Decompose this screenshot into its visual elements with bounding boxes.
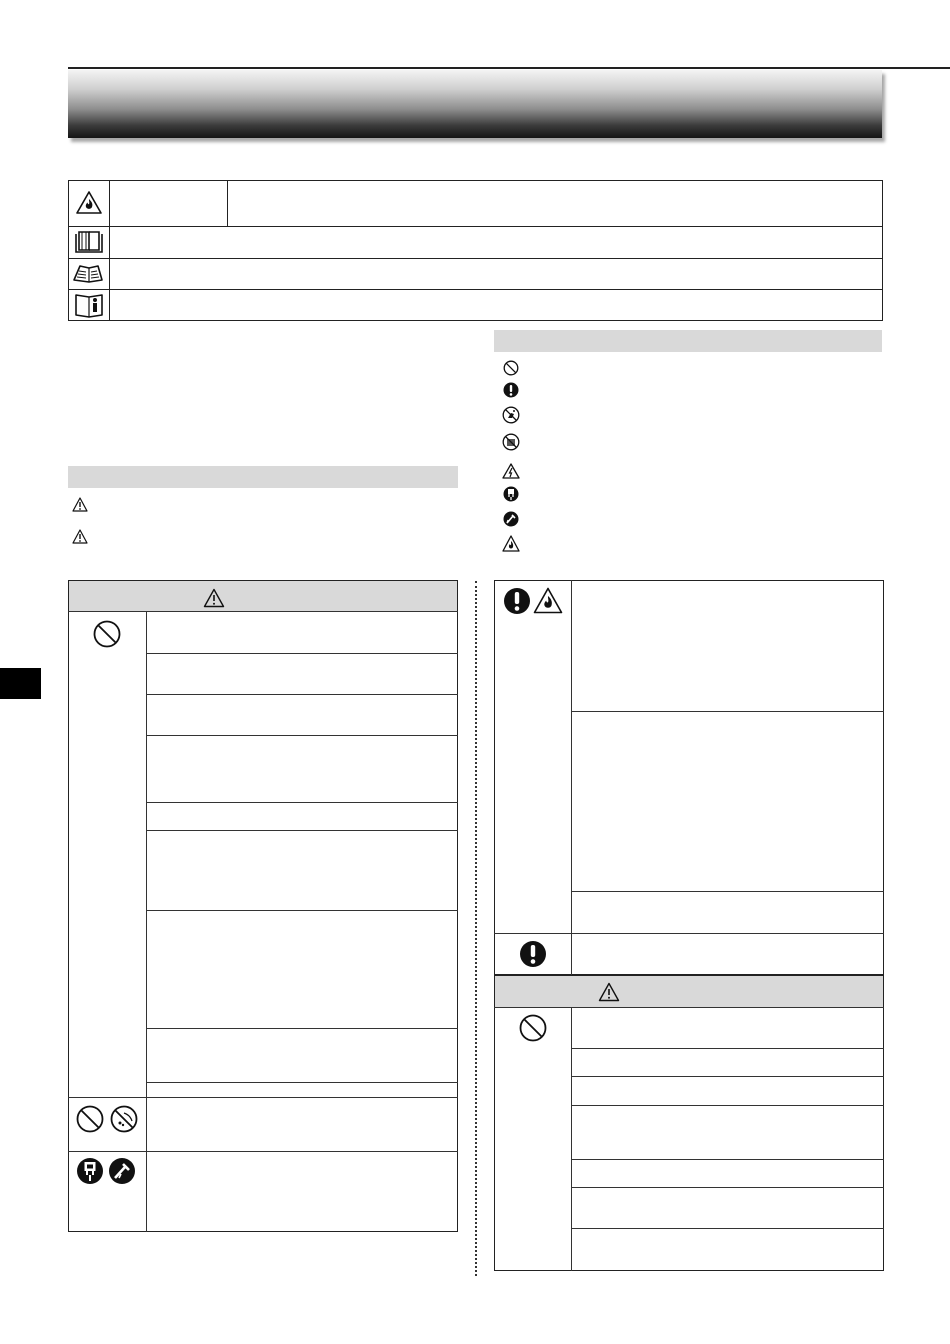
no-water-icon — [110, 1105, 138, 1133]
warning-table-right — [494, 580, 884, 975]
signal-words-banner — [68, 466, 458, 488]
prohibited-icon — [503, 360, 519, 376]
mandatory-icon — [519, 940, 547, 968]
row-divider — [571, 891, 884, 892]
mandatory-icon — [503, 587, 531, 615]
warning-triangle-icon — [72, 497, 88, 512]
intro-paragraph — [68, 334, 458, 454]
row-divider — [571, 1105, 884, 1106]
unplug-icon — [76, 1157, 104, 1185]
row-divider — [68, 1097, 458, 1098]
row-divider — [494, 1007, 884, 1008]
section-side-tab — [0, 668, 41, 699]
row-divider — [571, 1228, 884, 1229]
table-divider — [68, 226, 883, 227]
prohibited-icon — [519, 1014, 547, 1042]
row-divider — [494, 933, 884, 934]
row-divider — [146, 653, 458, 654]
column-divider — [475, 581, 477, 1276]
no-water-icon — [502, 433, 520, 451]
row-divider — [146, 802, 458, 803]
operation-manual-icon — [74, 229, 104, 255]
row-divider — [146, 910, 458, 911]
column-line — [146, 611, 147, 1232]
warning-triangle-icon — [598, 982, 620, 1002]
row-divider — [146, 830, 458, 831]
top-rule — [68, 67, 950, 69]
column-line — [571, 1007, 572, 1271]
table-divider — [68, 258, 883, 259]
column-line — [571, 580, 572, 975]
caution-table-right — [494, 975, 884, 1271]
service-manual-icon — [72, 262, 104, 286]
row-divider — [571, 1048, 884, 1049]
row-divider — [146, 1028, 458, 1029]
info-manual-icon — [74, 292, 104, 318]
warning-table-heading — [69, 581, 457, 611]
warning-table-left — [68, 580, 458, 1232]
no-wet-hands-icon — [502, 406, 520, 424]
flammable-icon — [502, 535, 520, 552]
electric-shock-icon — [502, 463, 520, 479]
flame-warning-icon — [76, 190, 102, 216]
ground-icon — [503, 511, 519, 527]
warning-triangle-icon — [203, 588, 225, 608]
row-divider — [571, 711, 884, 712]
symbols-legend-banner — [494, 330, 882, 352]
table-divider — [109, 180, 110, 321]
row-divider — [146, 1082, 458, 1083]
prohibited-icon — [76, 1105, 104, 1133]
symbol-table — [68, 180, 883, 321]
caution-table-heading — [495, 976, 883, 1007]
table-divider — [68, 289, 883, 290]
chapter-title — [90, 84, 850, 124]
row-divider — [146, 735, 458, 736]
row-divider — [68, 611, 458, 612]
row-divider — [146, 694, 458, 695]
row-divider — [571, 1076, 884, 1077]
row-divider — [571, 1187, 884, 1188]
prohibited-icon — [93, 620, 121, 648]
flammable-icon — [533, 587, 563, 614]
row-divider — [68, 1151, 458, 1152]
ground-icon — [108, 1157, 136, 1185]
unplug-icon — [503, 486, 519, 502]
mandatory-icon — [503, 382, 519, 398]
table-divider — [227, 180, 228, 226]
row-divider — [571, 1159, 884, 1160]
warning-triangle-icon — [72, 529, 88, 544]
